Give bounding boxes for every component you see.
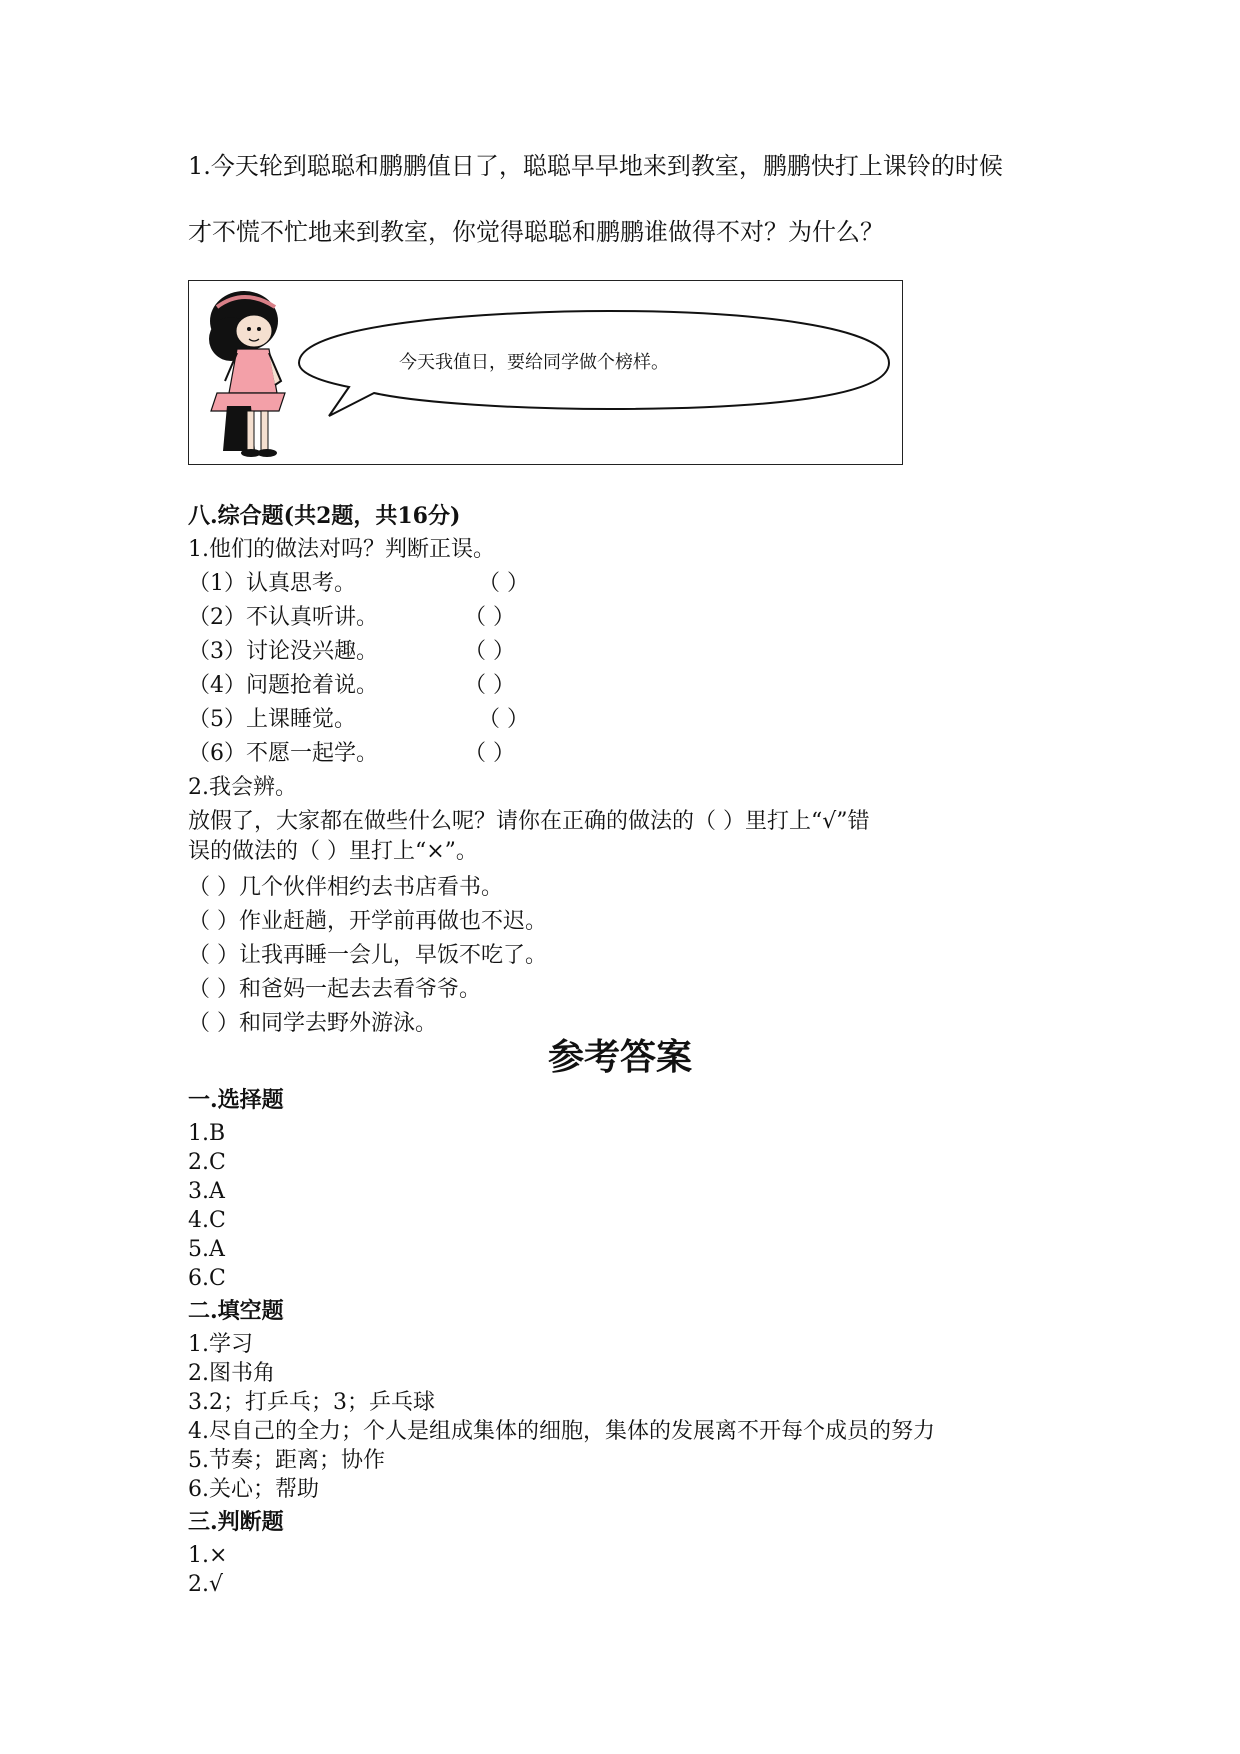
- s8-q2-item-2: （ ）作业赶趟，开学前再做也不迟。: [188, 909, 547, 934]
- question-line-2: 才不慌不忙地来到教室，你觉得聪聪和鹏鹏谁做得不对？为什么？: [188, 218, 884, 246]
- answer-item: 6.关心；帮助: [188, 1477, 319, 1502]
- s8-q2-item-4: （ ）和爸妈一起去去看爷爷。: [188, 977, 481, 1002]
- answers-section-1-title: 一.选择题: [188, 1087, 284, 1113]
- answers-section-3-title: 三.判断题: [188, 1509, 284, 1535]
- answer-item: 4.尽自己的全力；个人是组成集体的细胞，集体的发展离不开每个成员的努力: [188, 1419, 935, 1444]
- s8-q2-instruction-2: 误的做法的（ ）里打上“×”。: [188, 839, 478, 864]
- s8-q2-item-3: （ ）让我再睡一会儿，早饭不吃了。: [188, 943, 547, 968]
- s8-q2-prompt: 2.我会辨。: [188, 775, 297, 800]
- s8-q1-paren-6: （ ）: [464, 741, 515, 766]
- question-line-1: 1.今天轮到聪聪和鹏鹏值日了，聪聪早早地来到教室，鹏鹏快打上课铃的时候: [188, 152, 1003, 180]
- answer-item: 3.A: [188, 1179, 225, 1204]
- answers-title: 参考答案: [547, 1037, 692, 1078]
- s8-q1-item-5: （5）上课睡觉。: [188, 707, 356, 732]
- s8-q1-item-2: （2）不认真听讲。: [188, 605, 378, 630]
- answer-item: 1.×: [188, 1543, 228, 1568]
- s8-q1-paren-2: （ ）: [464, 605, 515, 630]
- s8-q1-item-4: （4）问题抢着说。: [188, 673, 378, 698]
- speech-bubble-text: 今天我值日，要给同学做个榜样。: [399, 352, 669, 373]
- answer-item: 4.C: [188, 1208, 226, 1233]
- s8-q1-paren-1: （ ）: [478, 571, 529, 596]
- answer-item: 2.图书角: [188, 1361, 275, 1386]
- s8-q2-instruction-1: 放假了，大家都在做些什么呢？请你在正确的做法的（ ）里打上“√”错: [188, 809, 870, 834]
- s8-q1-item-6: （6）不愿一起学。: [188, 741, 378, 766]
- girl-figure: [209, 291, 285, 457]
- s8-q1-paren-5: （ ）: [478, 707, 529, 732]
- s8-q1-paren-4: （ ）: [464, 673, 515, 698]
- s8-q2-item-1: （ ）几个伙伴相约去书店看书。: [188, 875, 503, 900]
- illustration-box: [188, 280, 903, 465]
- section-8-title: 八.综合题(共2题，共16分): [188, 503, 461, 529]
- answer-item: 6.C: [188, 1266, 226, 1291]
- answer-item: 1.学习: [188, 1332, 253, 1357]
- s8-q1-item-3: （3）讨论没兴趣。: [188, 639, 378, 664]
- answer-item: 3.2；打乒乓；3；乒乓球: [188, 1390, 435, 1415]
- s8-q1-item-1: （1）认真思考。: [188, 571, 356, 596]
- answer-item: 5.节奏；距离；协作: [188, 1448, 385, 1473]
- answer-item: 1.B: [188, 1121, 226, 1146]
- s8-q1-prompt: 1.他们的做法对吗？判断正误。: [188, 537, 495, 562]
- answers-section-2-title: 二.填空题: [188, 1298, 284, 1324]
- answer-item: 2.C: [188, 1150, 226, 1175]
- s8-q1-paren-3: （ ）: [464, 639, 515, 664]
- answer-item: 5.A: [188, 1237, 225, 1262]
- s8-q2-item-5: （ ）和同学去野外游泳。: [188, 1011, 437, 1036]
- answer-item: 2.√: [188, 1572, 224, 1597]
